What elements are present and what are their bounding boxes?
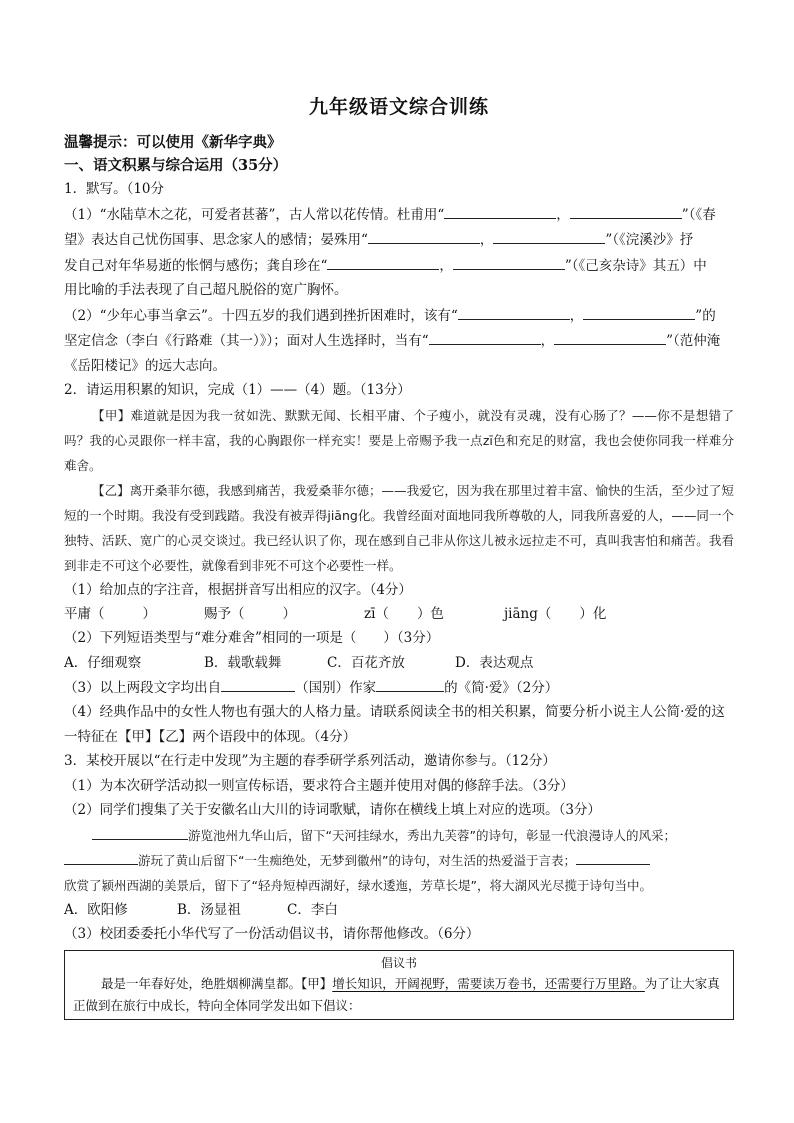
q1-sub1-line2: 望》表达自己忧伤国事、思念家人的感情；晏殊用“ ， ”（《浣溪沙》抒 xyxy=(64,227,734,253)
blank[interactable] xyxy=(583,303,695,320)
blank[interactable] xyxy=(493,227,605,244)
proposal-title: 倡议书 xyxy=(380,956,417,970)
option-a[interactable]: A．欧阳修 xyxy=(64,901,128,918)
blank[interactable] xyxy=(92,825,188,840)
q1-sub2-line2: 坚定信念（李白《行路难（其一）》）；面对人生选择时，当有“ ， ”（范仲淹 xyxy=(64,328,734,354)
blank[interactable] xyxy=(429,328,541,345)
proposal-box xyxy=(64,950,734,1020)
tip-text: 温馨提示：可以使用《新华字典》 xyxy=(64,134,282,151)
q1-sub1-line3: 发自己对年华易逝的怅惘与感伤；龚自珍在“ ， ”（《己亥杂诗》其五）中 xyxy=(64,253,734,279)
blank[interactable] xyxy=(327,253,439,270)
page xyxy=(64,92,734,1020)
q2-sub2: （2）下列短语类型与“难分难舍”相同的一项是（ ）（3分） xyxy=(64,630,440,646)
q3-heading: 3．某校开展以“在行走中发现”为主题的春季研学系列活动，邀请你参与。（12分） xyxy=(64,753,556,769)
q2-sub4: （4）经典作品中的女性人物也有强大的人格力量。请联系阅读全书的相关积累，简要分析小说主人公简·爱的这一特征在【甲】【乙】两个语段中的体现。（4分） xyxy=(64,704,725,745)
blank[interactable] xyxy=(453,253,565,270)
q3-sub3: （3）校团委委托小华代写了一份活动倡议书，请你帮他修改。（6分） xyxy=(64,925,480,942)
section-heading: 一、语文积累与综合运用（35分） xyxy=(64,157,288,174)
poem-line-2: 游玩了黄山后留下“一生痴绝处，无梦到徽州”的诗句，对生活的热爱溢于言表； xyxy=(64,848,734,873)
option-c[interactable]: C．百花齐放 xyxy=(327,654,405,671)
blank[interactable] xyxy=(570,202,682,219)
q2-options xyxy=(64,651,734,675)
blank[interactable] xyxy=(368,227,480,244)
option-a[interactable]: A．仔细观察 xyxy=(64,654,142,671)
poem-line-1: 游览池州九华山后，留下“天河挂绿水，秀出九芙蓉”的诗句，彰显一代浪漫诗人的风采； xyxy=(64,823,734,848)
pinyin-row: 平庸（ ） 赐予（ ） zī（ ）色 jiāng（ ）化 xyxy=(64,606,607,622)
blank[interactable] xyxy=(576,850,650,865)
q1-sub2-line1: （2）“少年心事当拿云”。十四五岁的我们遇到挫折困难时，该有“ ， ”的 xyxy=(64,303,734,329)
q2-sub3: （3）以上两段文字均出自 （国别）作家 的《简·爱》（2分） xyxy=(64,675,734,701)
q1-sub2-line3: 《岳阳楼记》的远大志向。 xyxy=(64,357,226,374)
q2-heading: 2．请运用积累的知识，完成（1）——（4）题。（13分） xyxy=(64,382,411,398)
passage-jia: 【甲】难道就是因为我一贫如洗、默默无闻、长相平庸、个子瘦小，就没有灵魂，没有心肠了？——你不是想错了吗？我的心灵跟你一样丰富，我的心胸跟你一样充实！要是上帝赐予我一点zī色和充足的财富，我也会使你同我一样难分难舍。 xyxy=(64,407,734,473)
blank[interactable] xyxy=(458,303,570,320)
q2-sub1: （1）给加点的字注音，根据拼音写出相应的汉字。（4分） xyxy=(64,581,412,598)
poem-line-3: 欣赏了颍州西湖的美景后，留下了“轻舟短棹西湖好，绿水逶迤，芳草长堤”，将大湖风光尽揽于诗句当中。 xyxy=(64,877,652,893)
option-b[interactable]: B．汤显祖 xyxy=(177,901,241,918)
q1-heading: 1．默写。（10分 xyxy=(64,181,165,197)
q3-sub1: （1）为本次研学活动拟一则宣传标语，要求符合主题并使用对偶的修辞手法。（3分） xyxy=(64,777,574,794)
blank[interactable] xyxy=(221,675,295,692)
q3-sub2: （2）同学们搜集了关于安徽名山大川的诗词歌赋，请你在横线上填上对应的选项。（3分） xyxy=(64,802,601,818)
page-title: 九年级语文综合训练 xyxy=(308,96,489,118)
blank[interactable] xyxy=(64,850,138,865)
option-b[interactable]: B．载歌载舞 xyxy=(204,654,282,671)
q1-sub1-line4: 用比喻的手法表现了自己超凡脱俗的宽广胸怀。 xyxy=(64,282,348,298)
passage-yi: 【乙】离开桑菲尔德，我感到痛苦，我爱桑菲尔德；——我爱它，因为我在那里过着丰富、愉快的生活，至少过了短短的一个时期。我没有受到践踏。我没有被弄得jiāng化。我曾经面对面地同我所尊敬的人，同我所喜爱的人，——同一个独特、活跃、宽广的心灵交谈过。我已经认识了你，现在感到自己非从你这儿被永远拉走不可，真叫我害怕和痛苦。我看到非走不可这个必要性，就像看到非死不可这个必要性一样。 xyxy=(64,482,734,573)
blank[interactable] xyxy=(376,675,444,692)
blank[interactable] xyxy=(444,202,556,219)
proposal-text: 最是一年春好处，绝胜烟柳满皇都。【甲】增长知识，开阔视野，需要读万卷书，还需要行万里路。为了让大家真正做到在旅行中成长，特向全体同学发出如下倡议： xyxy=(73,976,720,1013)
option-c[interactable]: C．李白 xyxy=(287,901,338,918)
q3-options xyxy=(64,898,734,922)
q1-sub1-line1: （1）“水陆草木之花，可爱者甚蕃”，古人常以花传情。杜甫用“ ， ”（《春 xyxy=(64,202,734,228)
blank[interactable] xyxy=(554,328,666,345)
option-d[interactable]: D．表达观点 xyxy=(455,654,534,671)
